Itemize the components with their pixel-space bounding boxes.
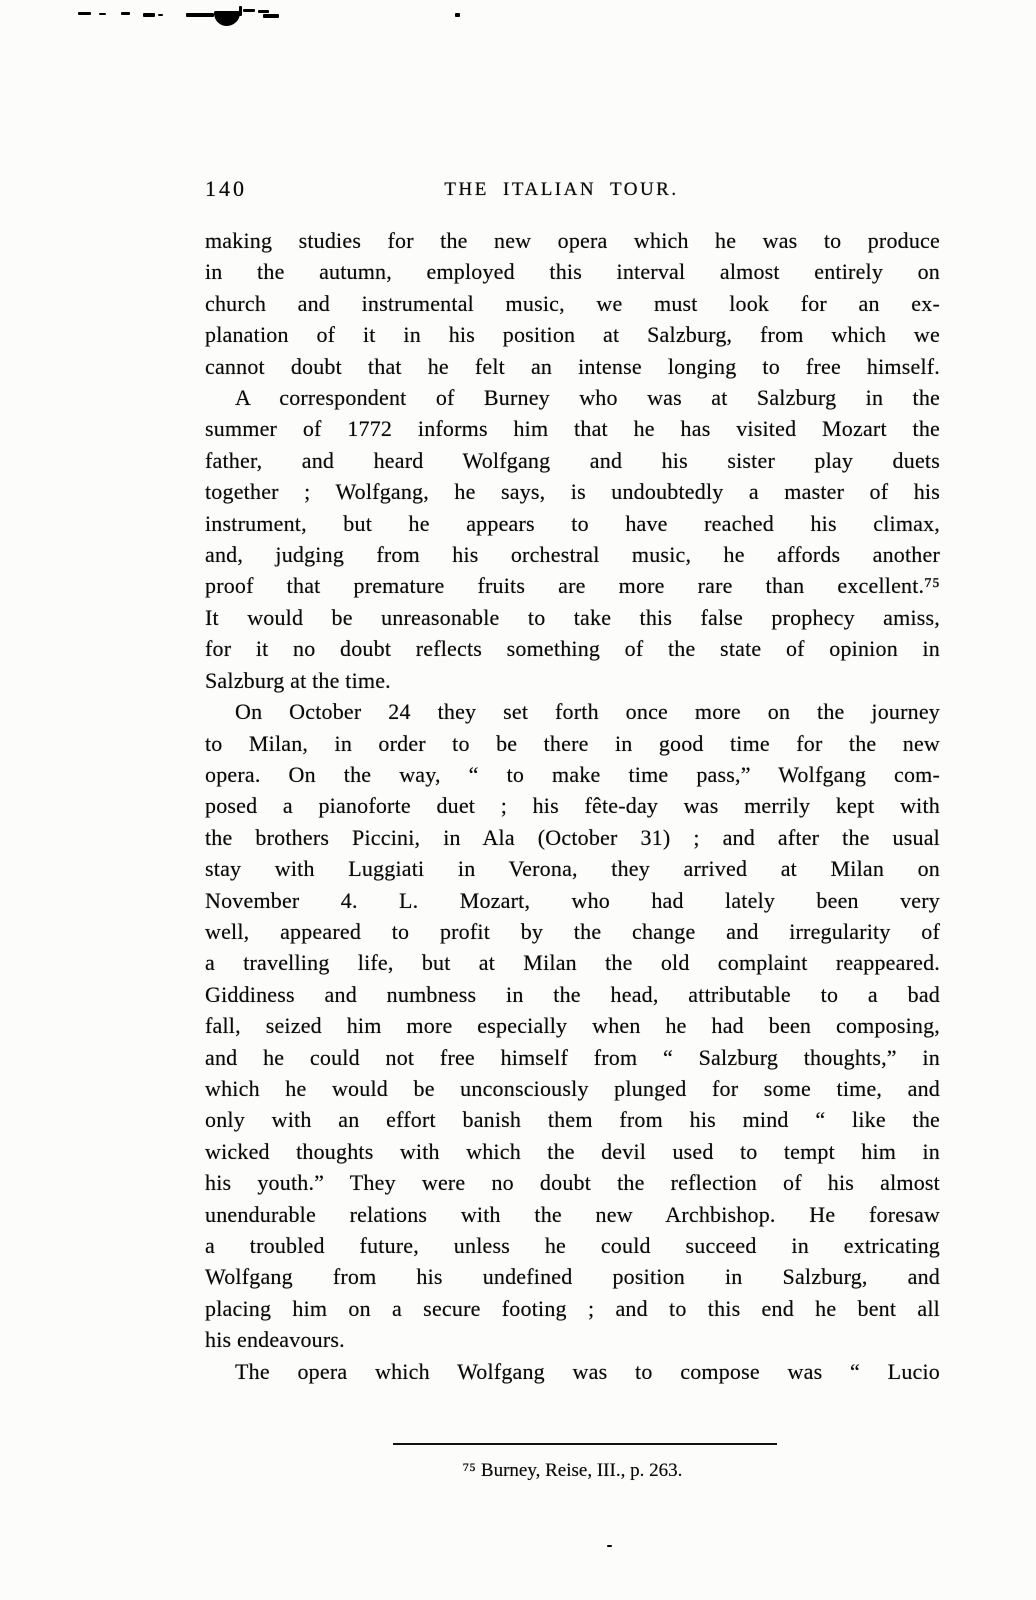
text-line: to Milan, in order to be there in good time for the new [205, 730, 940, 756]
text-line: a troubled future, unless he could succeed in extricating [205, 1233, 940, 1258]
footnote [205, 1460, 940, 1482]
text-line: church and instrumental music, we must look for an ex- [205, 290, 940, 316]
ink-speck [455, 13, 460, 17]
text-line: and he could not free himself from “ Salzburg thoughts,” in [205, 1044, 940, 1070]
text-line: father, and heard Wolfgang and his sister play duets [205, 447, 940, 473]
text-line: his endeavours. [205, 1327, 345, 1353]
ink-smudge [78, 12, 91, 15]
ink-speck [607, 1545, 612, 1547]
text-line: Wolfgang from his undefined position in Salzburg, and [205, 1264, 940, 1290]
page-text [205, 225, 940, 1387]
text-line: instrument, but he appears to have reached his climax, [205, 510, 940, 536]
ink-smudge [258, 10, 269, 13]
text-line: cannot doubt that he felt an intense longing to free himself. [205, 353, 940, 379]
running-title: THE ITALIAN TOUR. [444, 179, 679, 200]
footnote-text: Burney, Reise, III., p. 263. [480, 1460, 683, 1481]
text-line: unendurable relations with the new Archbishop. He foresaw [205, 1201, 940, 1227]
text-line: planation of it in his position at Salzburg, from which we [205, 322, 940, 348]
text-line: well, appeared to profit by the change and irregularity of [205, 918, 940, 944]
text-line: Giddiness and numbness in the head, attributable to a bad [205, 981, 940, 1007]
text-line: only with an effort banish them from his mind “ like the [205, 1107, 940, 1133]
ink-smudge [143, 13, 155, 17]
ink-smudge [99, 13, 106, 15]
text-line: A correspondent of Burney who was at Salzburg in the [235, 385, 940, 411]
text-line: making studies for the new opera which he was to produce [205, 228, 940, 253]
text-line: It would be unreasonable to take this false prophecy amiss, [205, 604, 940, 630]
ink-smudge [243, 9, 255, 12]
text-line: his youth.” They were no doubt the reflection of his almost [205, 1170, 940, 1196]
text-line: a travelling life, but at Milan the old complaint reappeared. [205, 950, 940, 976]
ink-smudge [186, 13, 214, 17]
ink-smudge [121, 12, 130, 15]
ink-blot [214, 11, 240, 26]
footnote-marker: ⁷⁵ [462, 1460, 476, 1481]
text-line: The opera which Wolfgang was to compose was “ Lucio [235, 1358, 940, 1384]
text-line: placing him on a secure footing ; and to this end he bent all [205, 1295, 940, 1321]
text-line: fall, seized him more especially when he had been composing, [205, 1013, 940, 1039]
text-line: summer of 1772 informs him that he has visited Mozart the [205, 416, 940, 442]
page-number: 140 [205, 176, 247, 201]
text-line: and, judging from his orchestral music, he affords another [205, 542, 940, 568]
text-line: Salzburg at the time. [205, 667, 391, 693]
text-line: wicked thoughts with which the devil used to tempt him in [205, 1138, 940, 1164]
text-line: which he would be unconsciously plunged for some time, and [205, 1075, 940, 1101]
text-line: opera. On the way, “ to make time pass,” Wolfgang com- [205, 761, 940, 787]
text-line: the brothers Piccini, in Ala (October 31) ; and after the usual [205, 824, 940, 850]
ink-smudge [263, 14, 279, 18]
footnote-separator [393, 1443, 777, 1445]
text-line: stay with Luggiati in Verona, they arrived at Milan on [205, 856, 940, 882]
text-line: together ; Wolfgang, he says, is undoubtedly a master of his [205, 479, 940, 505]
text-line: November 4. L. Mozart, who had lately been very [205, 887, 940, 913]
ink-smudge [158, 14, 163, 16]
ink-smudge [239, 6, 242, 16]
text-line: On October 24 they set forth once more on the journey [235, 699, 940, 725]
text-line: proof that premature fruits are more rare than excellent.⁷⁵ [205, 573, 940, 599]
text-line: posed a pianoforte duet ; his fête-day was merrily kept with [205, 793, 940, 819]
text-line: in the autumn, employed this interval almost entirely on [205, 259, 940, 285]
text-line: for it no doubt reflects something of the state of opinion in [205, 636, 940, 662]
